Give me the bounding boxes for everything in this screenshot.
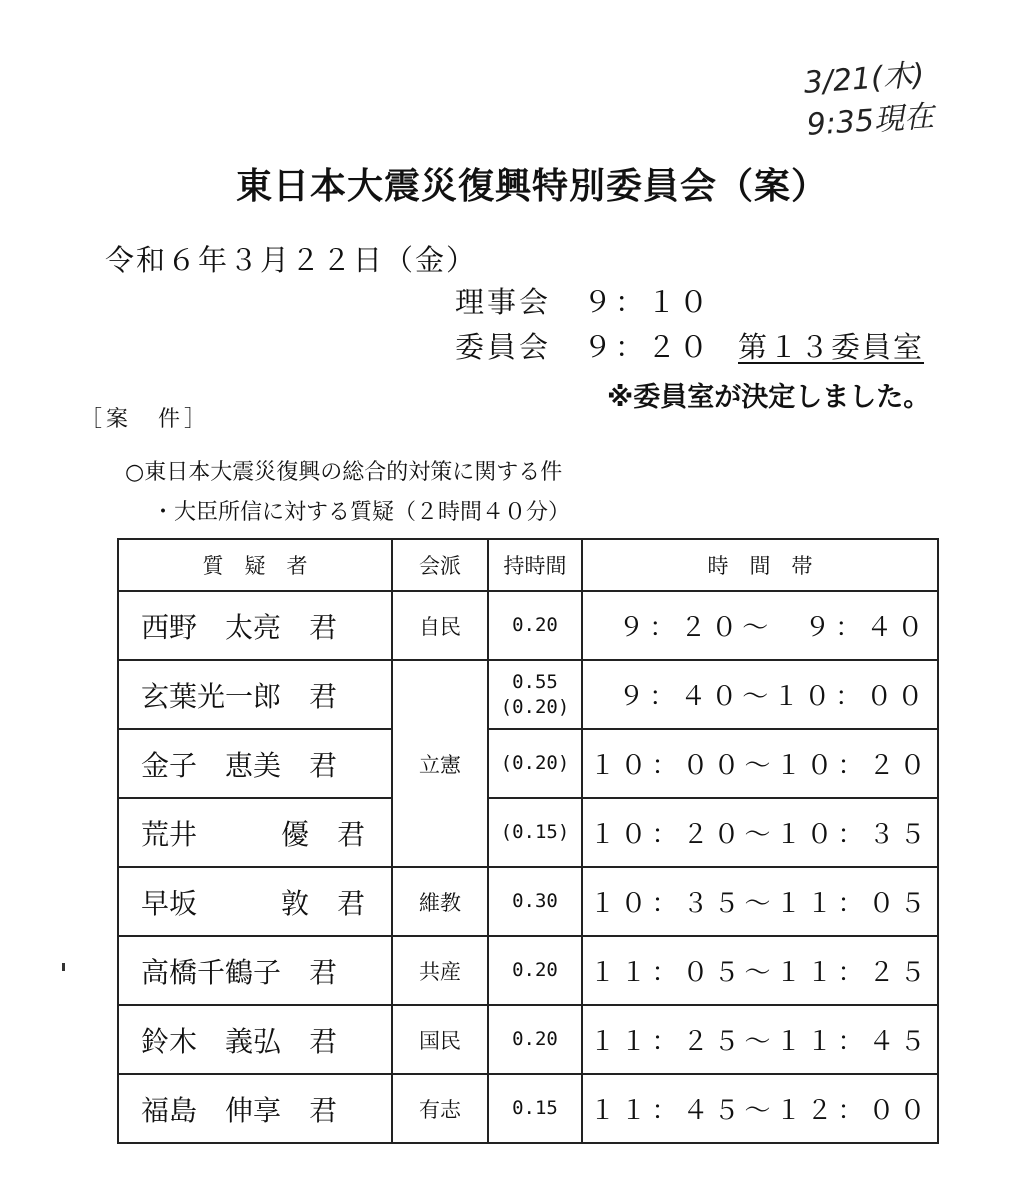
header-time-slot: 時 間 帯 (582, 539, 938, 591)
hold-time: (0.20) (488, 729, 582, 798)
time-slot: １０：２０～１０：３５ (582, 798, 938, 867)
questioner-name: 鈴木 義弘 君 (118, 1005, 392, 1074)
table-row (118, 591, 938, 660)
hold-time: 0.20 (488, 591, 582, 660)
iinkai-time: ９：２０ (583, 330, 712, 364)
questioner-name: 西野 太亮 君 (118, 591, 392, 660)
questioner-name: 金子 恵美 君 (118, 729, 392, 798)
hold-time: 0.30 (488, 867, 582, 936)
questioner-name: 玄葉光一郎 君 (118, 660, 392, 729)
table-row (118, 729, 938, 798)
time-slot: １１：２５～１１：４５ (582, 1005, 938, 1074)
questioner-name: 早坂 敦 君 (118, 867, 392, 936)
time-slot: １１：０５～１１：２５ (582, 936, 938, 1005)
iinkai-label: 委員会 (455, 330, 552, 364)
questioner-name: 荒井 優 君 (118, 798, 392, 867)
riji-time: ９：１０ (583, 285, 712, 319)
agenda-item: ○東日本大震災復興の総合的対策に関する件 (125, 460, 563, 485)
header-hold-time: 持時間 (488, 539, 582, 591)
meeting-room: 第１３委員室 (738, 330, 925, 364)
table-row (118, 936, 938, 1005)
table-row (118, 1005, 938, 1074)
hold-time: 0.15 (488, 1074, 582, 1143)
room-notice: ※委員室が決定しました。 (607, 382, 931, 413)
party-name: 維教 (392, 867, 488, 936)
meeting-date: 令和６年３月２２日（金） (105, 243, 478, 277)
party-name: 有志 (392, 1074, 488, 1143)
party-name: 自民 (392, 591, 488, 660)
time-slot: １１：４５～１２：００ (582, 1074, 938, 1143)
agenda-heading: ［案 件］ (80, 407, 211, 432)
table-row (118, 660, 938, 729)
hold-time-sub: (0.20) (500, 695, 570, 718)
questioning-schedule-table (117, 538, 939, 1144)
time-slot: ９：４０～１０：００ (582, 660, 938, 729)
table-row (118, 798, 938, 867)
hold-time: 0.20 (488, 1005, 582, 1074)
riji-schedule (455, 280, 711, 321)
iinkai-schedule (455, 325, 711, 366)
scan-speck (62, 963, 65, 971)
table-row (118, 1074, 938, 1143)
handwritten-date-note: 3/21(木) (802, 57, 926, 101)
party-name: 共産 (392, 936, 488, 1005)
time-slot: ９：２０～ ９：４０ (582, 591, 938, 660)
party-name: 立憲 (392, 660, 488, 867)
hold-time (488, 660, 582, 729)
riji-label: 理事会 (455, 285, 552, 319)
handwritten-time-note: 9:35現在 (805, 99, 936, 143)
party-name: 国民 (392, 1005, 488, 1074)
questioner-name: 福島 伸享 君 (118, 1074, 392, 1143)
hold-time-total: 0.55 (512, 670, 558, 693)
header-party: 会派 (392, 539, 488, 591)
time-slot: １０：３５～１１：０５ (582, 867, 938, 936)
header-questioner: 質 疑 者 (118, 539, 392, 591)
agenda-subitem: ・大臣所信に対する質疑（２時間４０分） (152, 500, 571, 525)
table-row (118, 867, 938, 936)
time-slot: １０：００～１０：２０ (582, 729, 938, 798)
hold-time: (0.15) (488, 798, 582, 867)
document-title: 東日本大震災復興特別委員会（案） (236, 166, 829, 207)
table-header-row (118, 539, 938, 591)
questioner-name: 高橋千鶴子 君 (118, 936, 392, 1005)
hold-time: 0.20 (488, 936, 582, 1005)
